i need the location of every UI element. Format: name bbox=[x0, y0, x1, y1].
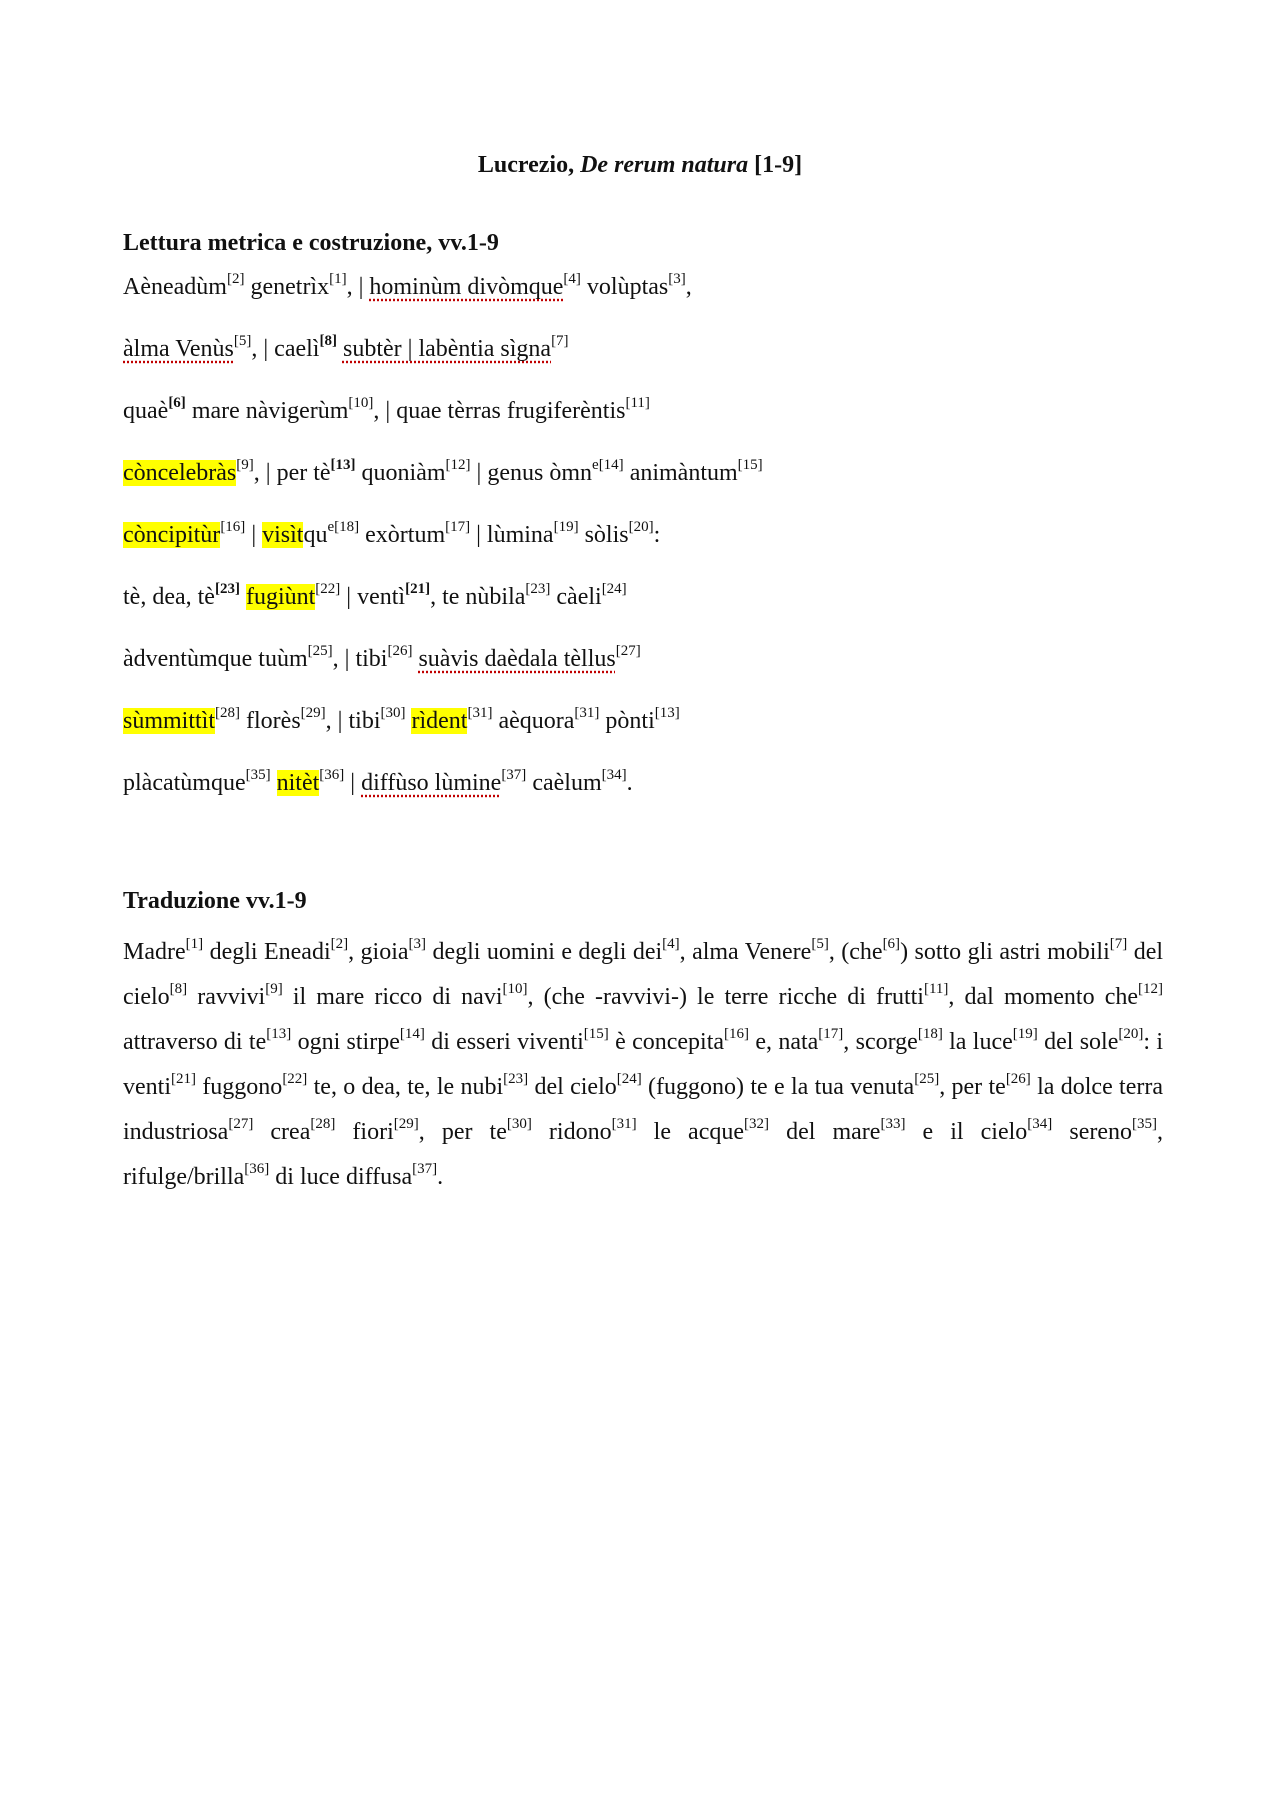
text-run: mare nàvigerùm bbox=[185, 398, 349, 424]
footnote-ref: [22] bbox=[282, 1071, 308, 1087]
verse-line-1 bbox=[123, 272, 1163, 334]
footnote-ref: [30] bbox=[506, 1116, 532, 1132]
text-run: e il cielo bbox=[905, 1119, 1028, 1145]
text-run: , te nùbila bbox=[430, 584, 526, 610]
text-run: : i venti bbox=[123, 1029, 1164, 1100]
verse-line-7 bbox=[123, 644, 1163, 706]
highlighted-text: visìt bbox=[262, 522, 304, 548]
text-run: degli uomini e degli dei bbox=[426, 939, 663, 965]
footnote-ref: [24] bbox=[616, 1071, 642, 1087]
text-run: : bbox=[653, 522, 661, 548]
footnote-ref: [22] bbox=[315, 581, 341, 597]
footnote-ref: e bbox=[592, 457, 599, 473]
text-run: qu bbox=[303, 522, 328, 548]
text-run: , dal momento che bbox=[948, 984, 1138, 1010]
highlighted-text: nitèt bbox=[276, 770, 320, 796]
marked-text: suàvis daèdala tèllus bbox=[418, 646, 616, 672]
footnote-ref: [31] bbox=[574, 705, 600, 721]
footnote-ref: [1] bbox=[185, 936, 204, 952]
footnote-ref: [23] bbox=[503, 1071, 529, 1087]
text-run: pònti bbox=[599, 708, 655, 734]
text-run: Madre bbox=[123, 939, 186, 965]
footnote-ref: [33] bbox=[880, 1116, 906, 1132]
text-run: , per te bbox=[939, 1074, 1006, 1100]
footnote-ref: [36] bbox=[319, 767, 345, 783]
footnote-ref: [27] bbox=[228, 1116, 254, 1132]
highlighted-text: còncipitùr bbox=[123, 522, 221, 548]
text-run: sòlis bbox=[578, 522, 629, 548]
footnote-ref: [18] bbox=[917, 1026, 943, 1042]
text-run: ridono bbox=[531, 1119, 612, 1145]
text-run: caèlum bbox=[526, 770, 602, 796]
footnote-ref: [25] bbox=[307, 643, 333, 659]
footnote-ref: [4] bbox=[563, 271, 581, 287]
footnote-ref: [2] bbox=[226, 271, 245, 287]
highlighted-text: sùmmittìt bbox=[123, 708, 216, 734]
text-run: la dolce terra industriosa bbox=[123, 1074, 1164, 1145]
footnote-ref: [13] bbox=[330, 457, 356, 473]
text-run: animàntum bbox=[623, 460, 738, 486]
footnote-ref: [35] bbox=[1132, 1116, 1158, 1132]
text-run: tè, dea, tè bbox=[123, 584, 215, 610]
footnote-ref: e bbox=[327, 519, 335, 535]
text-run: ) sotto gli astri mobili bbox=[900, 939, 1110, 965]
footnote-ref: [3] bbox=[408, 936, 427, 952]
footnote-ref: [3] bbox=[668, 271, 686, 287]
text-run: . bbox=[626, 770, 633, 796]
section-heading-metrica: Lettura metrica e costruzione, vv.1-9 bbox=[123, 230, 499, 256]
highlighted-text: còncelebràs bbox=[123, 460, 237, 486]
verse-line-4 bbox=[123, 458, 1163, 520]
text-run: , | per tè bbox=[253, 460, 331, 486]
text-run: il mare ricco di navi bbox=[282, 984, 503, 1010]
footnote-ref: [34] bbox=[601, 767, 627, 783]
footnote-ref: [35] bbox=[245, 767, 271, 783]
text-run: exòrtum bbox=[359, 522, 446, 548]
footnote-ref: [8] bbox=[319, 333, 337, 349]
text-run: | lùmina bbox=[470, 522, 554, 548]
text-run: àdventùmque tuùm bbox=[123, 646, 308, 672]
text-run: di luce diffusa bbox=[269, 1164, 413, 1190]
text-run: del sole bbox=[1037, 1029, 1119, 1055]
title-work: De rerum natura bbox=[580, 152, 749, 178]
text-run: fuggono bbox=[196, 1074, 283, 1100]
text-run: Aèneadùm bbox=[123, 274, 227, 300]
footnote-ref: [34] bbox=[1027, 1116, 1053, 1132]
footnote-ref: [13] bbox=[266, 1026, 292, 1042]
text-run: la luce bbox=[942, 1029, 1013, 1055]
footnote-ref: [1] bbox=[329, 271, 347, 287]
text-run: e, nata bbox=[749, 1029, 819, 1055]
text-run: , gioia bbox=[348, 939, 409, 965]
text-run: , (che bbox=[828, 939, 883, 965]
verse-line-2 bbox=[123, 334, 1163, 396]
text-run: (fuggono) te e la tua venuta bbox=[641, 1074, 915, 1100]
footnote-ref: [14] bbox=[399, 1026, 425, 1042]
text-run: del cielo bbox=[123, 939, 1164, 1010]
text-run: , | quae tèrras frugiferèntis bbox=[373, 398, 626, 424]
text-run: | genus òmn bbox=[470, 460, 593, 486]
verse-line-6 bbox=[123, 582, 1163, 644]
footnote-ref: [19] bbox=[1012, 1026, 1038, 1042]
highlighted-text: fugiùnt bbox=[245, 584, 316, 610]
footnote-ref: [7] bbox=[551, 333, 569, 349]
footnote-ref: [31] bbox=[611, 1116, 637, 1132]
text-run: , scorge bbox=[843, 1029, 918, 1055]
footnote-ref: [17] bbox=[818, 1026, 844, 1042]
footnote-ref: [36] bbox=[244, 1161, 270, 1177]
footnote-ref: [26] bbox=[387, 643, 413, 659]
text-run: , | bbox=[346, 274, 370, 300]
page-title bbox=[0, 152, 1280, 179]
footnote-ref: [11] bbox=[923, 981, 949, 997]
footnote-ref: [12] bbox=[445, 457, 471, 473]
text-run: ravvivi bbox=[187, 984, 266, 1010]
footnote-ref: [10] bbox=[348, 395, 374, 411]
footnote-ref: [2] bbox=[330, 936, 349, 952]
verse-line-8 bbox=[123, 706, 1163, 768]
translation-paragraph bbox=[123, 930, 1163, 1200]
footnote-ref: [9] bbox=[265, 981, 283, 997]
footnote-ref: [4] bbox=[662, 936, 680, 952]
text-run: genetrìx bbox=[244, 274, 330, 300]
footnote-ref: [24] bbox=[601, 581, 627, 597]
verse-line-9 bbox=[123, 768, 1163, 830]
marked-text: diffùso lùmine bbox=[361, 770, 502, 796]
footnote-ref: [5] bbox=[233, 333, 252, 349]
text-run: del mare bbox=[769, 1119, 881, 1145]
title-range: [1-9] bbox=[754, 152, 803, 178]
text-run: fiori bbox=[335, 1119, 394, 1145]
verse-line-3 bbox=[123, 396, 1163, 458]
footnote-ref: [19] bbox=[553, 519, 579, 535]
text-run: florès bbox=[240, 708, 301, 734]
footnote-ref: [14] bbox=[598, 457, 624, 473]
footnote-ref: [20] bbox=[628, 519, 654, 535]
footnote-ref: [28] bbox=[215, 705, 241, 721]
footnote-ref: [29] bbox=[393, 1116, 419, 1132]
text-run: crea bbox=[253, 1119, 311, 1145]
marked-text: subtèr | labèntia sìgna bbox=[342, 336, 552, 362]
text-run: del cielo bbox=[528, 1074, 617, 1100]
text-run: plàcatùmque bbox=[123, 770, 246, 796]
text-run: aèquora bbox=[492, 708, 575, 734]
footnote-ref: [12] bbox=[1138, 981, 1163, 997]
text-run: | bbox=[245, 522, 263, 548]
text-run: quaè bbox=[123, 398, 169, 424]
footnote-ref: [17] bbox=[445, 519, 471, 535]
footnote-ref: [21] bbox=[171, 1071, 196, 1087]
footnote-ref: [23] bbox=[214, 581, 240, 597]
footnote-ref: [15] bbox=[583, 1026, 609, 1042]
highlighted-text: rìdent bbox=[411, 708, 468, 734]
text-run: degli Eneadi bbox=[203, 939, 331, 965]
footnote-ref: [7] bbox=[1109, 936, 1128, 952]
text-run: càeli bbox=[550, 584, 602, 610]
footnote-ref: [18] bbox=[334, 519, 360, 535]
text-run: volùptas bbox=[580, 274, 669, 300]
text-run: , alma Venere bbox=[679, 939, 812, 965]
text-run: . bbox=[437, 1164, 444, 1190]
text-run: , | caelì bbox=[251, 336, 320, 362]
text-run: è concepita bbox=[608, 1029, 725, 1055]
verse-line-5 bbox=[123, 520, 1163, 582]
footnote-ref: [32] bbox=[744, 1116, 770, 1132]
footnote-ref: [16] bbox=[724, 1026, 750, 1042]
text-run: , rifulge/brilla bbox=[123, 1119, 1164, 1190]
footnote-ref: [28] bbox=[310, 1116, 336, 1132]
text-run: , | tibi bbox=[325, 708, 381, 734]
footnote-ref: [26] bbox=[1005, 1071, 1031, 1087]
text-run: le acque bbox=[636, 1119, 745, 1145]
footnote-ref: [10] bbox=[502, 981, 528, 997]
text-run bbox=[271, 770, 277, 796]
footnote-ref: [27] bbox=[615, 643, 641, 659]
footnote-ref: [15] bbox=[737, 457, 763, 473]
text-run: | bbox=[344, 770, 362, 796]
title-author: Lucrezio, bbox=[477, 152, 575, 178]
text-run: quoniàm bbox=[355, 460, 446, 486]
footnote-ref: [9] bbox=[236, 457, 254, 473]
footnote-ref: [25] bbox=[914, 1071, 940, 1087]
footnote-ref: [37] bbox=[412, 1161, 438, 1177]
text-run: , (che -ravvivi-) le terre ricche di frutti bbox=[527, 984, 924, 1010]
text-run: , bbox=[685, 274, 692, 300]
text-run: , per te bbox=[418, 1119, 507, 1145]
footnote-ref: [21] bbox=[405, 581, 431, 597]
footnote-ref: [13] bbox=[654, 705, 680, 721]
footnote-ref: [6] bbox=[168, 395, 186, 411]
marked-text: àlma Venùs bbox=[123, 336, 234, 362]
text-run: te, o dea, te, le nubi bbox=[307, 1074, 504, 1100]
text-run: | ventì bbox=[340, 584, 406, 610]
footnote-ref: [31] bbox=[467, 705, 493, 721]
text-run: ogni stirpe bbox=[291, 1029, 400, 1055]
footnote-ref: [30] bbox=[380, 705, 406, 721]
verse-list bbox=[123, 272, 1163, 830]
section-heading-traduzione: Traduzione vv.1-9 bbox=[123, 888, 307, 914]
text-run: di esseri viventi bbox=[424, 1029, 584, 1055]
footnote-ref: [6] bbox=[882, 936, 901, 952]
footnote-ref: [16] bbox=[220, 519, 246, 535]
text-run: sereno bbox=[1052, 1119, 1133, 1145]
footnote-ref: [29] bbox=[300, 705, 326, 721]
footnote-ref: [37] bbox=[501, 767, 527, 783]
footnote-ref: [11] bbox=[625, 395, 650, 411]
text-run: attraverso di te bbox=[123, 1029, 267, 1055]
marked-text: hominùm divòmque bbox=[369, 274, 564, 300]
footnote-ref: [20] bbox=[1118, 1026, 1144, 1042]
footnote-ref: [23] bbox=[525, 581, 551, 597]
text-run: , | tibi bbox=[332, 646, 388, 672]
footnote-ref: [5] bbox=[811, 936, 829, 952]
footnote-ref: [8] bbox=[169, 981, 188, 997]
